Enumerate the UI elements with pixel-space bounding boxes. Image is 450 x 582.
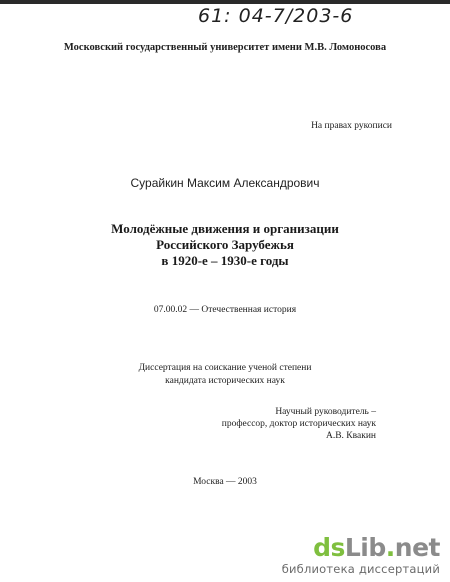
archive-code-handwritten: 61: 04-7/203-6	[198, 5, 354, 27]
dslib-logo	[282, 535, 440, 561]
logo-net: net	[394, 533, 440, 562]
rights-note: На правах рукописи	[311, 121, 392, 131]
degree-line-2: кандидата исторических наук	[165, 376, 285, 386]
title-line-2: Российского Зарубежья	[156, 237, 294, 252]
supervisor-line-2: профессор, доктор исторических наук	[221, 419, 376, 429]
dslib-watermark	[282, 535, 440, 576]
title-line-1: Молодёжные движения и организации	[111, 221, 339, 236]
degree-line-1: Диссертация на соискание ученой степени	[138, 363, 312, 373]
logo-lib: Lib	[344, 533, 386, 562]
supervisor-line-1: Научный руководитель –	[275, 407, 376, 417]
author-name: Сурайкин Максим Александрович	[130, 176, 320, 190]
supervisor-block	[222, 406, 376, 442]
scan-top-edge	[0, 0, 450, 4]
title-line-3: в 1920-е – 1930-е годы	[161, 253, 289, 268]
dissertation-title	[0, 221, 450, 269]
city-year: Москва — 2003	[193, 477, 257, 487]
university-name: Московский государственный университет имени М.В. Ломоносова	[63, 42, 387, 53]
watermark-caption: библиотека диссертаций	[281, 562, 440, 576]
specialty-code: 07.00.02 — Отечественная история	[153, 305, 297, 315]
logo-ds: ds	[313, 533, 345, 562]
degree-statement	[0, 362, 450, 388]
logo-dot: .	[385, 533, 395, 562]
supervisor-line-3: А.В. Квакин	[325, 431, 376, 441]
